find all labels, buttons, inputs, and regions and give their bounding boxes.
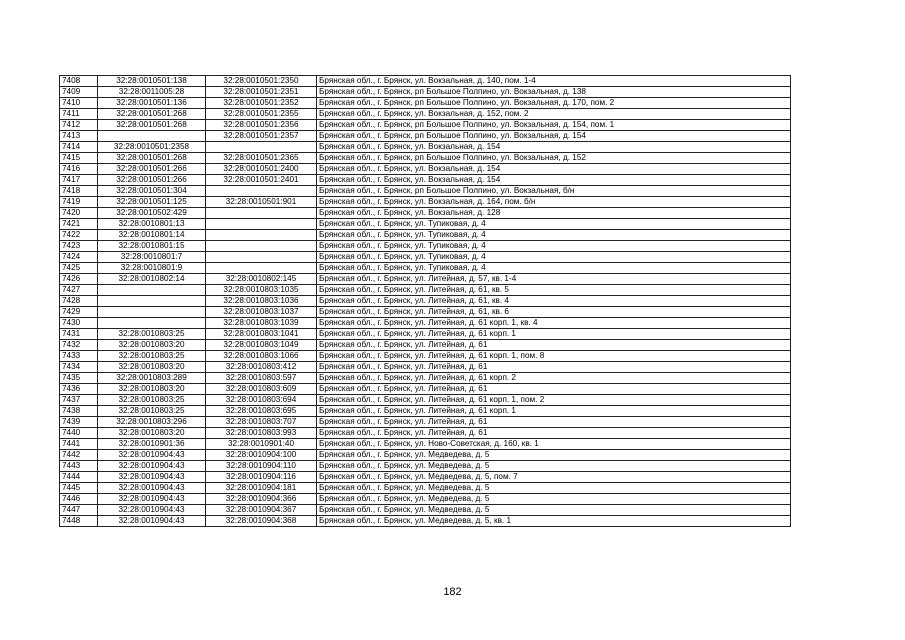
- address: Брянская обл., г. Брянск, ул. Вокзальная, д. 164, пом. б/н: [317, 197, 791, 208]
- address: Брянская обл., г. Брянск, ул. Литейная, д. 61 корп. 2: [317, 373, 791, 384]
- address: Брянская обл., г. Брянск, ул. Вокзальная, д. 128: [317, 208, 791, 219]
- table-row: [60, 395, 791, 406]
- parcel-cadastral-number: 32:28:0010803:296: [98, 417, 206, 428]
- address: Брянская обл., г. Брянск, ул. Медведева, д. 5: [317, 505, 791, 516]
- parcel-cadastral-number: [98, 296, 206, 307]
- object-cadastral-number: [206, 186, 317, 197]
- object-cadastral-number: 32:28:0010501:2355: [206, 109, 317, 120]
- object-cadastral-number: 32:28:0010803:694: [206, 395, 317, 406]
- address: Брянская обл., г. Брянск, рп Большое Полпино, ул. Вокзальная, д. 170, пом. 2: [317, 98, 791, 109]
- address: Брянская обл., г. Брянск, ул. Вокзальная, д. 154: [317, 142, 791, 153]
- table-row: [60, 505, 791, 516]
- table-row: [60, 131, 791, 142]
- parcel-cadastral-number: [98, 285, 206, 296]
- table-row: [60, 164, 791, 175]
- table-row: [60, 384, 791, 395]
- table-row: [60, 329, 791, 340]
- row-number: 7422: [60, 230, 98, 241]
- row-number: 7438: [60, 406, 98, 417]
- table-row: [60, 406, 791, 417]
- parcel-cadastral-number: 32:28:0010904:43: [98, 472, 206, 483]
- parcel-cadastral-number: 32:28:0010501:125: [98, 197, 206, 208]
- object-cadastral-number: 32:28:0010803:993: [206, 428, 317, 439]
- address: Брянская обл., г. Брянск, ул. Медведева, д. 5, кв. 1: [317, 516, 791, 527]
- parcel-cadastral-number: 32:28:0010501:268: [98, 153, 206, 164]
- address: Брянская обл., г. Брянск, ул. Литейная, д. 61 корп. 1, пом. 8: [317, 351, 791, 362]
- object-cadastral-number: 32:28:0010501:2351: [206, 87, 317, 98]
- object-cadastral-number: [206, 241, 317, 252]
- object-cadastral-number: 32:28:0010803:707: [206, 417, 317, 428]
- table-row: [60, 494, 791, 505]
- parcel-cadastral-number: 32:28:0010801:7: [98, 252, 206, 263]
- row-number: 7445: [60, 483, 98, 494]
- parcel-cadastral-number: 32:28:0010801:14: [98, 230, 206, 241]
- row-number: 7446: [60, 494, 98, 505]
- object-cadastral-number: 32:28:0010501:2356: [206, 120, 317, 131]
- table-row: [60, 274, 791, 285]
- object-cadastral-number: 32:28:0010803:1066: [206, 351, 317, 362]
- table-row: [60, 417, 791, 428]
- address: Брянская обл., г. Брянск, рп Большое Полпино, ул. Вокзальная, д. 154: [317, 131, 791, 142]
- table-row: [60, 197, 791, 208]
- parcel-cadastral-number: 32:28:0010501:268: [98, 120, 206, 131]
- table-row: [60, 109, 791, 120]
- parcel-cadastral-number: 32:28:0010501:266: [98, 164, 206, 175]
- object-cadastral-number: 32:28:0010904:367: [206, 505, 317, 516]
- table-row: [60, 516, 791, 527]
- row-number: 7442: [60, 450, 98, 461]
- parcel-cadastral-number: 32:28:0010904:43: [98, 516, 206, 527]
- address: Брянская обл., г. Брянск, ул. Литейная, д. 61: [317, 384, 791, 395]
- row-number: 7419: [60, 197, 98, 208]
- parcel-cadastral-number: 32:28:0010501:2358: [98, 142, 206, 153]
- table-row: [60, 285, 791, 296]
- row-number: 7443: [60, 461, 98, 472]
- object-cadastral-number: 32:28:0010501:901: [206, 197, 317, 208]
- address: Брянская обл., г. Брянск, ул. Вокзальная, д. 154: [317, 164, 791, 175]
- parcel-cadastral-number: 32:28:0010502:429: [98, 208, 206, 219]
- row-number: 7411: [60, 109, 98, 120]
- address: Брянская обл., г. Брянск, ул. Тупиковая, д. 4: [317, 219, 791, 230]
- row-number: 7431: [60, 329, 98, 340]
- row-number: 7409: [60, 87, 98, 98]
- row-number: 7414: [60, 142, 98, 153]
- address: Брянская обл., г. Брянск, ул. Литейная, д. 61: [317, 417, 791, 428]
- parcel-cadastral-number: 32:28:0010501:136: [98, 98, 206, 109]
- address: Брянская обл., г. Брянск, ул. Медведева, д. 5: [317, 461, 791, 472]
- address: Брянская обл., г. Брянск, ул. Литейная, д. 61, кв. 5: [317, 285, 791, 296]
- address: Брянская обл., г. Брянск, ул. Медведева, д. 5: [317, 494, 791, 505]
- object-cadastral-number: 32:28:0010803:1041: [206, 329, 317, 340]
- object-cadastral-number: 32:28:0010803:1035: [206, 285, 317, 296]
- table-row: [60, 351, 791, 362]
- row-number: 7421: [60, 219, 98, 230]
- row-number: 7417: [60, 175, 98, 186]
- object-cadastral-number: [206, 252, 317, 263]
- address: Брянская обл., г. Брянск, ул. Вокзальная, д. 154: [317, 175, 791, 186]
- table-row: [60, 76, 791, 87]
- table-row: [60, 252, 791, 263]
- parcel-cadastral-number: 32:28:0010901:36: [98, 439, 206, 450]
- table-row: [60, 186, 791, 197]
- address: Брянская обл., г. Брянск, ул. Вокзальная, д. 152, пом. 2: [317, 109, 791, 120]
- table-row: [60, 142, 791, 153]
- table-row: [60, 263, 791, 274]
- table-row: [60, 87, 791, 98]
- row-number: 7444: [60, 472, 98, 483]
- address: Брянская обл., г. Брянск, ул. Тупиковая, д. 4: [317, 263, 791, 274]
- address: Брянская обл., г. Брянск, ул. Тупиковая, д. 4: [317, 241, 791, 252]
- address: Брянская обл., г. Брянск, ул. Медведева, д. 5: [317, 483, 791, 494]
- table-row: [60, 153, 791, 164]
- row-number: 7427: [60, 285, 98, 296]
- row-number: 7439: [60, 417, 98, 428]
- object-cadastral-number: 32:28:0010803:1037: [206, 307, 317, 318]
- row-number: 7420: [60, 208, 98, 219]
- object-cadastral-number: 32:28:0010501:2350: [206, 76, 317, 87]
- parcel-cadastral-number: 32:28:0010801:13: [98, 219, 206, 230]
- table-row: [60, 120, 791, 131]
- address: Брянская обл., г. Брянск, ул. Литейная, д. 61, кв. 6: [317, 307, 791, 318]
- registry-table: [59, 75, 791, 527]
- address: Брянская обл., г. Брянск, ул. Литейная, д. 61 корп. 1: [317, 329, 791, 340]
- parcel-cadastral-number: 32:28:0011005:28: [98, 87, 206, 98]
- parcel-cadastral-number: 32:28:0010801:9: [98, 263, 206, 274]
- address: Брянская обл., г. Брянск, рп Большое Полпино, ул. Вокзальная, д. 138: [317, 87, 791, 98]
- parcel-cadastral-number: 32:28:0010501:268: [98, 109, 206, 120]
- table-row: [60, 296, 791, 307]
- table-row: [60, 318, 791, 329]
- address: Брянская обл., г. Брянск, ул. Литейная, д. 61, кв. 4: [317, 296, 791, 307]
- table-row: [60, 428, 791, 439]
- row-number: 7433: [60, 351, 98, 362]
- parcel-cadastral-number: 32:28:0010803:25: [98, 406, 206, 417]
- row-number: 7437: [60, 395, 98, 406]
- object-cadastral-number: [206, 230, 317, 241]
- registry-table-body: [60, 76, 791, 527]
- parcel-cadastral-number: 32:28:0010803:289: [98, 373, 206, 384]
- object-cadastral-number: 32:28:0010501:2401: [206, 175, 317, 186]
- parcel-cadastral-number: 32:28:0010803:20: [98, 384, 206, 395]
- row-number: 7428: [60, 296, 98, 307]
- object-cadastral-number: [206, 142, 317, 153]
- row-number: 7410: [60, 98, 98, 109]
- object-cadastral-number: 32:28:0010901:40: [206, 439, 317, 450]
- parcel-cadastral-number: 32:28:0010803:25: [98, 395, 206, 406]
- address: Брянская обл., г. Брянск, ул. Вокзальная, д. 140, пом. 1-4: [317, 76, 791, 87]
- row-number: 7412: [60, 120, 98, 131]
- parcel-cadastral-number: 32:28:0010904:43: [98, 461, 206, 472]
- address: Брянская обл., г. Брянск, ул. Литейная, д. 61: [317, 428, 791, 439]
- row-number: 7441: [60, 439, 98, 450]
- row-number: 7448: [60, 516, 98, 527]
- row-number: 7429: [60, 307, 98, 318]
- page-number: 182: [443, 586, 462, 598]
- address: Брянская обл., г. Брянск, рп Большое Полпино, ул. Вокзальная, б/н: [317, 186, 791, 197]
- address: Брянская обл., г. Брянск, ул. Литейная, д. 61: [317, 362, 791, 373]
- parcel-cadastral-number: 32:28:0010802:14: [98, 274, 206, 285]
- parcel-cadastral-number: 32:28:0010904:43: [98, 505, 206, 516]
- object-cadastral-number: 32:28:0010501:2352: [206, 98, 317, 109]
- object-cadastral-number: 32:28:0010904:116: [206, 472, 317, 483]
- table-row: [60, 241, 791, 252]
- row-number: 7413: [60, 131, 98, 142]
- table-row: [60, 439, 791, 450]
- object-cadastral-number: 32:28:0010904:181: [206, 483, 317, 494]
- address: Брянская обл., г. Брянск, ул. Литейная, д. 61 корп. 1: [317, 406, 791, 417]
- table-row: [60, 230, 791, 241]
- object-cadastral-number: 32:28:0010802:145: [206, 274, 317, 285]
- parcel-cadastral-number: 32:28:0010803:25: [98, 329, 206, 340]
- parcel-cadastral-number: 32:28:0010904:43: [98, 494, 206, 505]
- address: Брянская обл., г. Брянск, ул. Литейная, д. 61 корп. 1, пом. 2: [317, 395, 791, 406]
- address: Брянская обл., г. Брянск, ул. Литейная, д. 61 корп. 1, кв. 4: [317, 318, 791, 329]
- row-number: 7440: [60, 428, 98, 439]
- parcel-cadastral-number: 32:28:0010501:266: [98, 175, 206, 186]
- row-number: 7447: [60, 505, 98, 516]
- object-cadastral-number: 32:28:0010904:110: [206, 461, 317, 472]
- object-cadastral-number: 32:28:0010803:1049: [206, 340, 317, 351]
- row-number: 7430: [60, 318, 98, 329]
- row-number: 7426: [60, 274, 98, 285]
- table-row: [60, 175, 791, 186]
- parcel-cadastral-number: [98, 318, 206, 329]
- address: Брянская обл., г. Брянск, ул. Ново-Советская, д. 160, кв. 1: [317, 439, 791, 450]
- parcel-cadastral-number: 32:28:0010501:138: [98, 76, 206, 87]
- row-number: 7424: [60, 252, 98, 263]
- table-row: [60, 307, 791, 318]
- object-cadastral-number: 32:28:0010803:609: [206, 384, 317, 395]
- object-cadastral-number: 32:28:0010803:695: [206, 406, 317, 417]
- row-number: 7436: [60, 384, 98, 395]
- object-cadastral-number: 32:28:0010803:412: [206, 362, 317, 373]
- object-cadastral-number: 32:28:0010803:597: [206, 373, 317, 384]
- table-row: [60, 219, 791, 230]
- object-cadastral-number: 32:28:0010501:2365: [206, 153, 317, 164]
- row-number: 7432: [60, 340, 98, 351]
- object-cadastral-number: 32:28:0010904:368: [206, 516, 317, 527]
- table-row: [60, 461, 791, 472]
- table-row: [60, 472, 791, 483]
- row-number: 7425: [60, 263, 98, 274]
- address: Брянская обл., г. Брянск, ул. Литейная, д. 61: [317, 340, 791, 351]
- table-row: [60, 340, 791, 351]
- row-number: 7423: [60, 241, 98, 252]
- address: Брянская обл., г. Брянск, ул. Тупиковая, д. 4: [317, 252, 791, 263]
- table-row: [60, 362, 791, 373]
- address: Брянская обл., г. Брянск, ул. Тупиковая, д. 4: [317, 230, 791, 241]
- object-cadastral-number: [206, 219, 317, 230]
- address: Брянская обл., г. Брянск, ул. Медведева, д. 5: [317, 450, 791, 461]
- parcel-cadastral-number: 32:28:0010803:20: [98, 362, 206, 373]
- parcel-cadastral-number: 32:28:0010904:43: [98, 450, 206, 461]
- parcel-cadastral-number: 32:28:0010803:20: [98, 340, 206, 351]
- parcel-cadastral-number: 32:28:0010803:25: [98, 351, 206, 362]
- row-number: 7408: [60, 76, 98, 87]
- row-number: 7415: [60, 153, 98, 164]
- object-cadastral-number: [206, 263, 317, 274]
- parcel-cadastral-number: [98, 131, 206, 142]
- row-number: 7435: [60, 373, 98, 384]
- address: Брянская обл., г. Брянск, ул. Литейная, д. 57, кв. 1-4: [317, 274, 791, 285]
- table-row: [60, 450, 791, 461]
- table-row: [60, 373, 791, 384]
- parcel-cadastral-number: 32:28:0010501:304: [98, 186, 206, 197]
- parcel-cadastral-number: 32:28:0010904:43: [98, 483, 206, 494]
- parcel-cadastral-number: 32:28:0010803:20: [98, 428, 206, 439]
- object-cadastral-number: 32:28:0010501:2357: [206, 131, 317, 142]
- address: Брянская обл., г. Брянск, рп Большое Полпино, ул. Вокзальная, д. 154, пом. 1: [317, 120, 791, 131]
- object-cadastral-number: 32:28:0010501:2400: [206, 164, 317, 175]
- object-cadastral-number: 32:28:0010904:100: [206, 450, 317, 461]
- address: Брянская обл., г. Брянск, рп Большое Полпино, ул. Вокзальная, д. 152: [317, 153, 791, 164]
- parcel-cadastral-number: [98, 307, 206, 318]
- object-cadastral-number: 32:28:0010904:366: [206, 494, 317, 505]
- object-cadastral-number: 32:28:0010803:1039: [206, 318, 317, 329]
- table-row: [60, 98, 791, 109]
- row-number: 7416: [60, 164, 98, 175]
- table-row: [60, 483, 791, 494]
- parcel-cadastral-number: 32:28:0010801:15: [98, 241, 206, 252]
- table-row: [60, 208, 791, 219]
- address: Брянская обл., г. Брянск, ул. Медведева, д. 5, пом. 7: [317, 472, 791, 483]
- object-cadastral-number: [206, 208, 317, 219]
- object-cadastral-number: 32:28:0010803:1036: [206, 296, 317, 307]
- row-number: 7434: [60, 362, 98, 373]
- row-number: 7418: [60, 186, 98, 197]
